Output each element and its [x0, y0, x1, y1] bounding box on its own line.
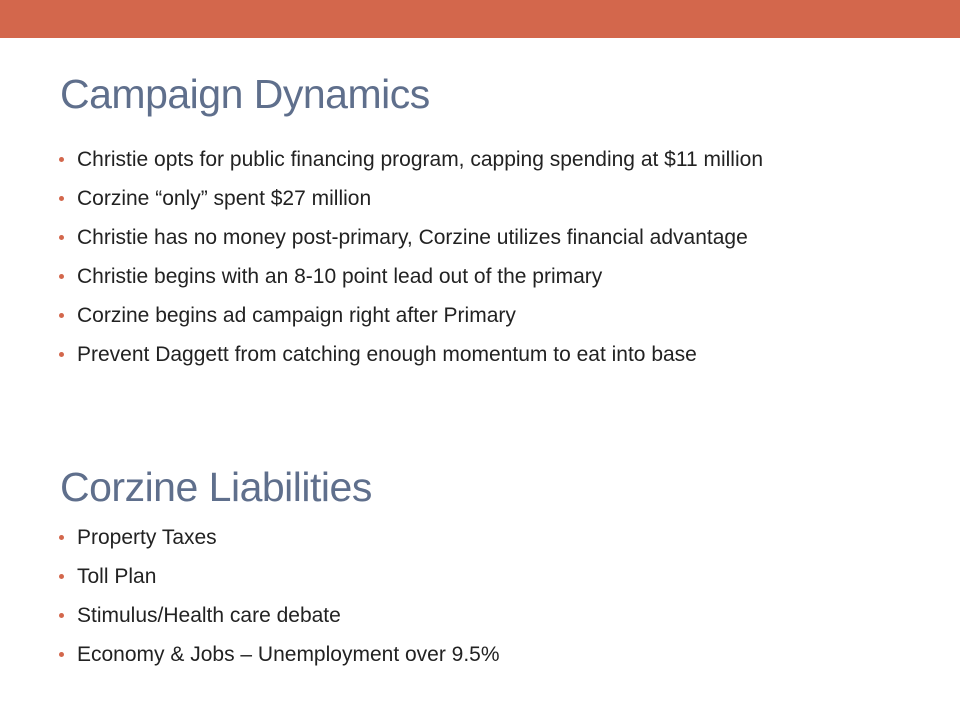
list-item-text: Christie begins with an 8-10 point lead out of the primary	[77, 265, 603, 288]
bullet-icon	[59, 235, 64, 240]
list-item-text: Christie opts for public financing program, capping spending at $11 million	[77, 148, 763, 171]
list-item-text: Property Taxes	[77, 526, 217, 549]
list-item-text: Corzine “only” spent $27 million	[77, 187, 372, 210]
list-item-text: Corzine begins ad campaign right after Primary	[77, 304, 516, 327]
list-item	[58, 563, 898, 590]
list-item	[58, 224, 898, 251]
list-item	[58, 641, 898, 668]
bullet-icon	[59, 535, 64, 540]
top-accent-bar	[0, 0, 960, 38]
list-item-text: Stimulus/Health care debate	[77, 604, 341, 627]
bullet-icon	[59, 652, 64, 657]
bullet-icon	[59, 313, 64, 318]
corzine-liabilities-list	[58, 524, 898, 680]
bullet-icon	[59, 196, 64, 201]
list-item	[58, 263, 898, 290]
bullet-icon	[59, 157, 64, 162]
bullet-icon	[59, 274, 64, 279]
list-item-text: Prevent Daggett from catching enough momentum to eat into base	[77, 343, 697, 366]
list-item	[58, 185, 898, 212]
section-title-campaign-dynamics: Campaign Dynamics	[60, 71, 430, 117]
list-item	[58, 146, 898, 173]
bullet-icon	[59, 613, 64, 618]
bullet-icon	[59, 352, 64, 357]
list-item-text: Christie has no money post-primary, Corzine utilizes financial advantage	[77, 226, 748, 249]
campaign-dynamics-list	[58, 146, 898, 380]
section-title-corzine-liabilities: Corzine Liabilities	[60, 464, 372, 510]
list-item	[58, 524, 898, 551]
list-item-text: Economy & Jobs – Unemployment over 9.5%	[77, 643, 500, 666]
bullet-icon	[59, 574, 64, 579]
list-item	[58, 302, 898, 329]
list-item	[58, 341, 898, 368]
list-item	[58, 602, 898, 629]
list-item-text: Toll Plan	[77, 565, 157, 588]
